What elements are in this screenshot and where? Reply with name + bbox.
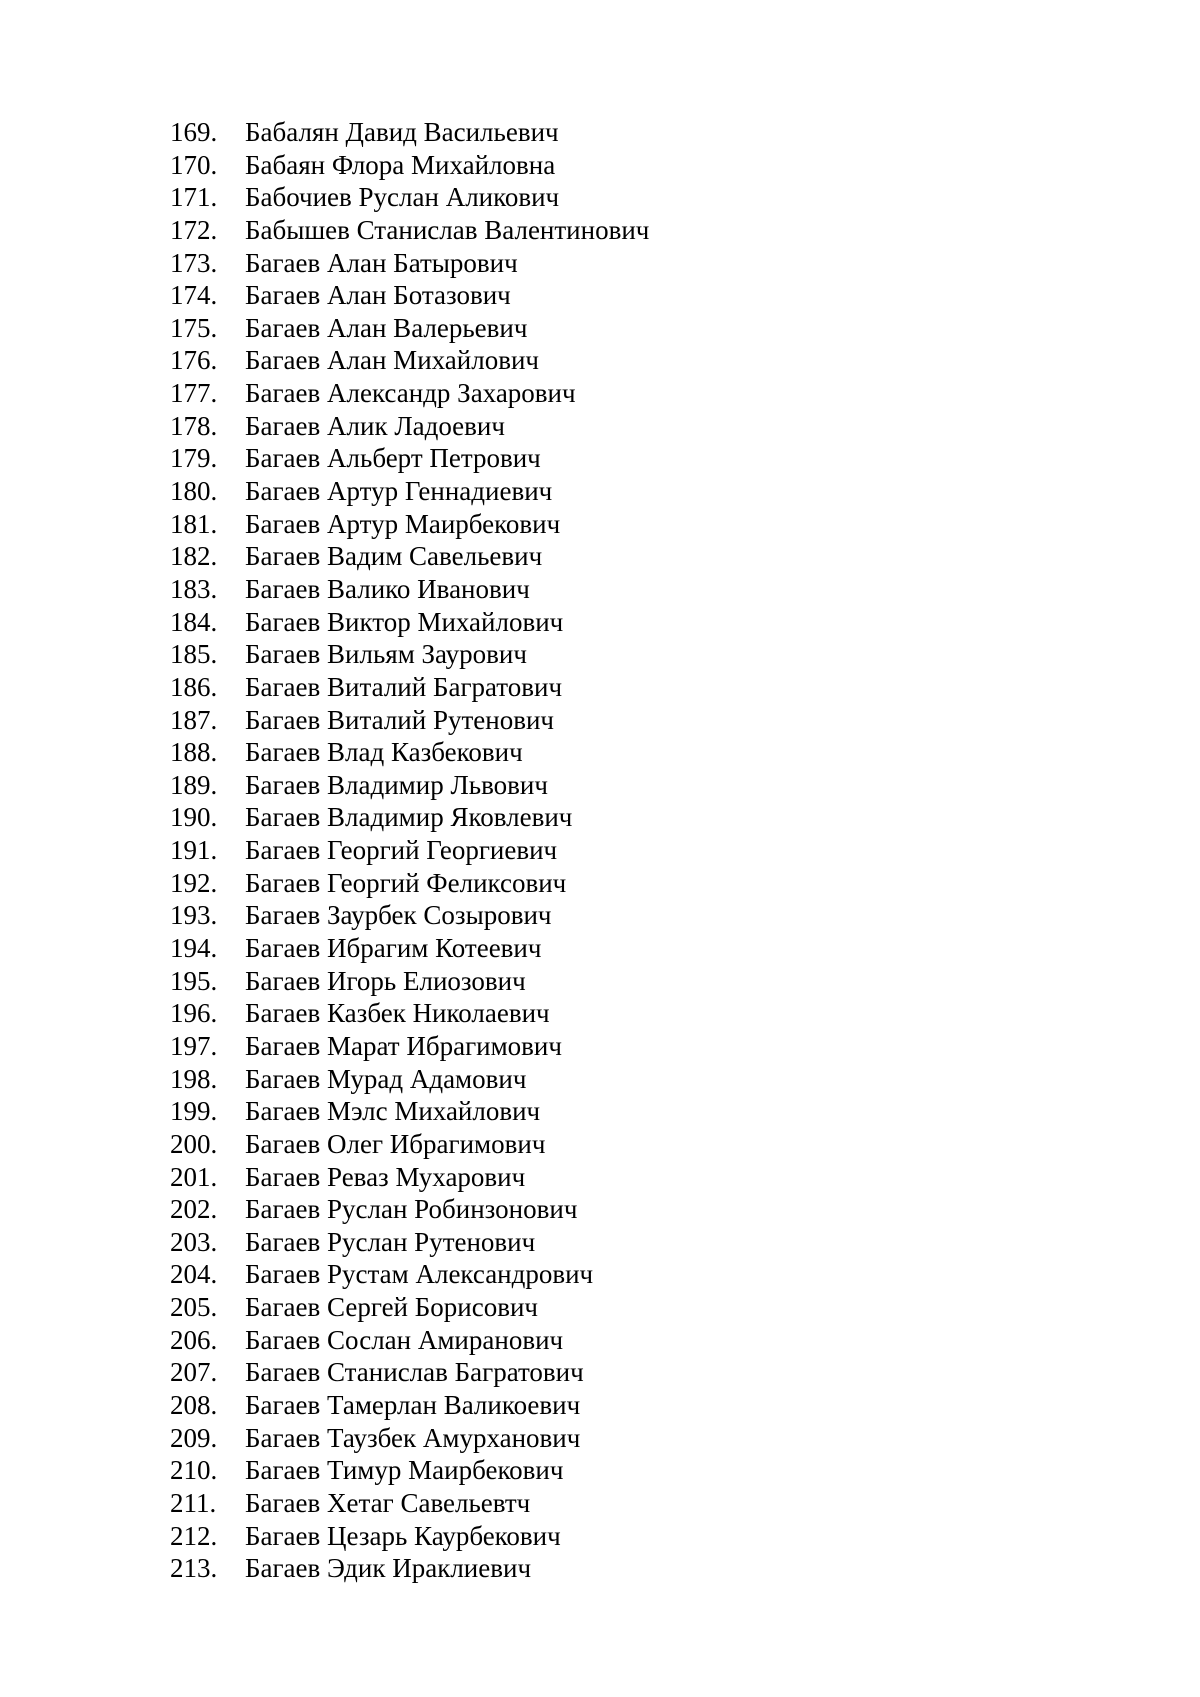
- entry-number: 193.: [170, 900, 218, 931]
- entry-number: 183.: [170, 573, 218, 604]
- entry-full-name: Багаев Сергей Борисович: [245, 1292, 538, 1323]
- entry-number: 177.: [170, 378, 218, 409]
- entry-full-name: Багаев Заурбек Созырович: [245, 900, 552, 931]
- entry-number: 211.: [170, 1487, 217, 1518]
- entry-number: 208.: [170, 1389, 218, 1420]
- entry-full-name: Багаев Станислав Багратович: [245, 1357, 584, 1388]
- entry-number: 209.: [170, 1422, 218, 1453]
- entry-full-name: Багаев Мурад Адамович: [245, 1063, 527, 1094]
- entry-full-name: Багаев Казбек Николаевич: [245, 998, 550, 1029]
- entry-number: 197.: [170, 1030, 218, 1061]
- entry-number: 198.: [170, 1063, 218, 1094]
- entry-number: 204.: [170, 1259, 218, 1290]
- entry-number: 212.: [170, 1520, 218, 1551]
- entry-full-name: Бабочиев Руслан Аликович: [245, 182, 560, 213]
- entry-number: 178.: [170, 410, 218, 441]
- entry-number: 187.: [170, 704, 218, 735]
- entry-number: 176.: [170, 345, 218, 376]
- entry-full-name: Багаев Эдик Ираклиевич: [245, 1553, 532, 1584]
- entry-full-name: Багаев Георгий Георгиевич: [245, 835, 558, 866]
- entry-full-name: Багаев Цезарь Каурбекович: [245, 1520, 561, 1551]
- entry-full-name: Багаев Реваз Мухарович: [245, 1161, 526, 1192]
- entry-number: 210.: [170, 1455, 218, 1486]
- entry-full-name: Багаев Альберт Петрович: [245, 443, 541, 474]
- entry-number: 173.: [170, 247, 218, 278]
- entry-full-name: Багаев Виктор Михайлович: [245, 606, 564, 637]
- entry-number: 186.: [170, 671, 218, 702]
- entry-number: 175.: [170, 312, 218, 343]
- entry-full-name: Багаев Валико Иванович: [245, 573, 530, 604]
- entry-full-name: Багаев Александр Захарович: [245, 378, 576, 409]
- entry-number: 200.: [170, 1128, 218, 1159]
- entry-full-name: Бабаян Флора Михайловна: [245, 149, 556, 180]
- entry-full-name: Багаев Артур Маирбекович: [245, 508, 561, 539]
- entry-full-name: Багаев Георгий Феликсович: [245, 867, 567, 898]
- entry-number: 203.: [170, 1226, 218, 1257]
- entry-full-name: Багаев Хетаг Савельевтч: [245, 1487, 531, 1518]
- entry-full-name: Багаев Виталий Багратович: [245, 671, 563, 702]
- entry-full-name: Багаев Тамерлан Валикоевич: [245, 1389, 581, 1420]
- entry-number: 188.: [170, 737, 218, 768]
- entry-full-name: Багаев Игорь Елиозович: [245, 965, 526, 996]
- entry-number: 194.: [170, 933, 218, 964]
- entry-number: 196.: [170, 998, 218, 1029]
- entry-number: 205.: [170, 1292, 218, 1323]
- entry-full-name: Багаев Олег Ибрагимович: [245, 1128, 546, 1159]
- entry-number: 179.: [170, 443, 218, 474]
- entry-number: 189.: [170, 769, 218, 800]
- entry-full-name: Багаев Марат Ибрагимович: [245, 1030, 562, 1061]
- entry-full-name: Багаев Таузбек Амурханович: [245, 1422, 581, 1453]
- entry-number: 207.: [170, 1357, 218, 1388]
- entry-number: 191.: [170, 835, 218, 866]
- entry-full-name: Бабалян Давид Васильевич: [245, 117, 559, 147]
- entry-number: 199.: [170, 1096, 218, 1127]
- entry-full-name: Багаев Алик Ладоевич: [245, 410, 505, 441]
- entry-number: 180.: [170, 476, 218, 507]
- entry-number: 195.: [170, 965, 218, 996]
- entry-number: 206.: [170, 1324, 218, 1355]
- entry-number: 170.: [170, 149, 218, 180]
- entry-full-name: Багаев Алан Батырович: [245, 247, 518, 278]
- entry-full-name: Багаев Руслан Рутенович: [245, 1226, 536, 1257]
- entry-full-name: Багаев Владимир Яковлевич: [245, 802, 573, 833]
- entry-number: 192.: [170, 867, 218, 898]
- entry-full-name: Багаев Руслан Робинзонович: [245, 1194, 578, 1225]
- entry-full-name: Багаев Влад Казбекович: [245, 737, 523, 768]
- entry-number: 182.: [170, 541, 218, 572]
- entry-full-name: Багаев Тимур Маирбекович: [245, 1455, 564, 1486]
- entry-number: 181.: [170, 508, 218, 539]
- entry-number: 190.: [170, 802, 218, 833]
- entry-full-name: Багаев Алан Михайлович: [245, 345, 539, 376]
- entry-full-name: Багаев Ибрагим Котеевич: [245, 933, 542, 964]
- entry-number: 174.: [170, 280, 218, 311]
- entry-number: 171.: [170, 182, 218, 213]
- entry-number: 201.: [170, 1161, 218, 1192]
- entry-full-name: Багаев Вадим Савельевич: [245, 541, 543, 572]
- entry-full-name: Бабышев Станислав Валентинович: [245, 214, 650, 245]
- entry-number: 202.: [170, 1194, 218, 1225]
- entry-full-name: Багаев Артур Геннадиевич: [245, 476, 553, 507]
- entry-full-name: Багаев Алан Ботазович: [245, 280, 511, 311]
- entry-number: 169.: [170, 117, 218, 147]
- entry-full-name: Багаев Мэлс Михайлович: [245, 1096, 541, 1127]
- entry-full-name: Багаев Вильям Заурович: [245, 639, 527, 670]
- entry-number: 172.: [170, 214, 218, 245]
- entry-full-name: Багаев Виталий Рутенович: [245, 704, 554, 735]
- entry-number: 213.: [170, 1553, 218, 1584]
- entry-full-name: Багаев Сослан Амиранович: [245, 1324, 564, 1355]
- entry-number: 185.: [170, 639, 218, 670]
- entry-full-name: Багаев Владимир Львович: [245, 769, 548, 800]
- entry-full-name: Багаев Рустам Александрович: [245, 1259, 594, 1290]
- entry-number: 184.: [170, 606, 218, 637]
- entry-full-name: Багаев Алан Валерьевич: [245, 312, 528, 343]
